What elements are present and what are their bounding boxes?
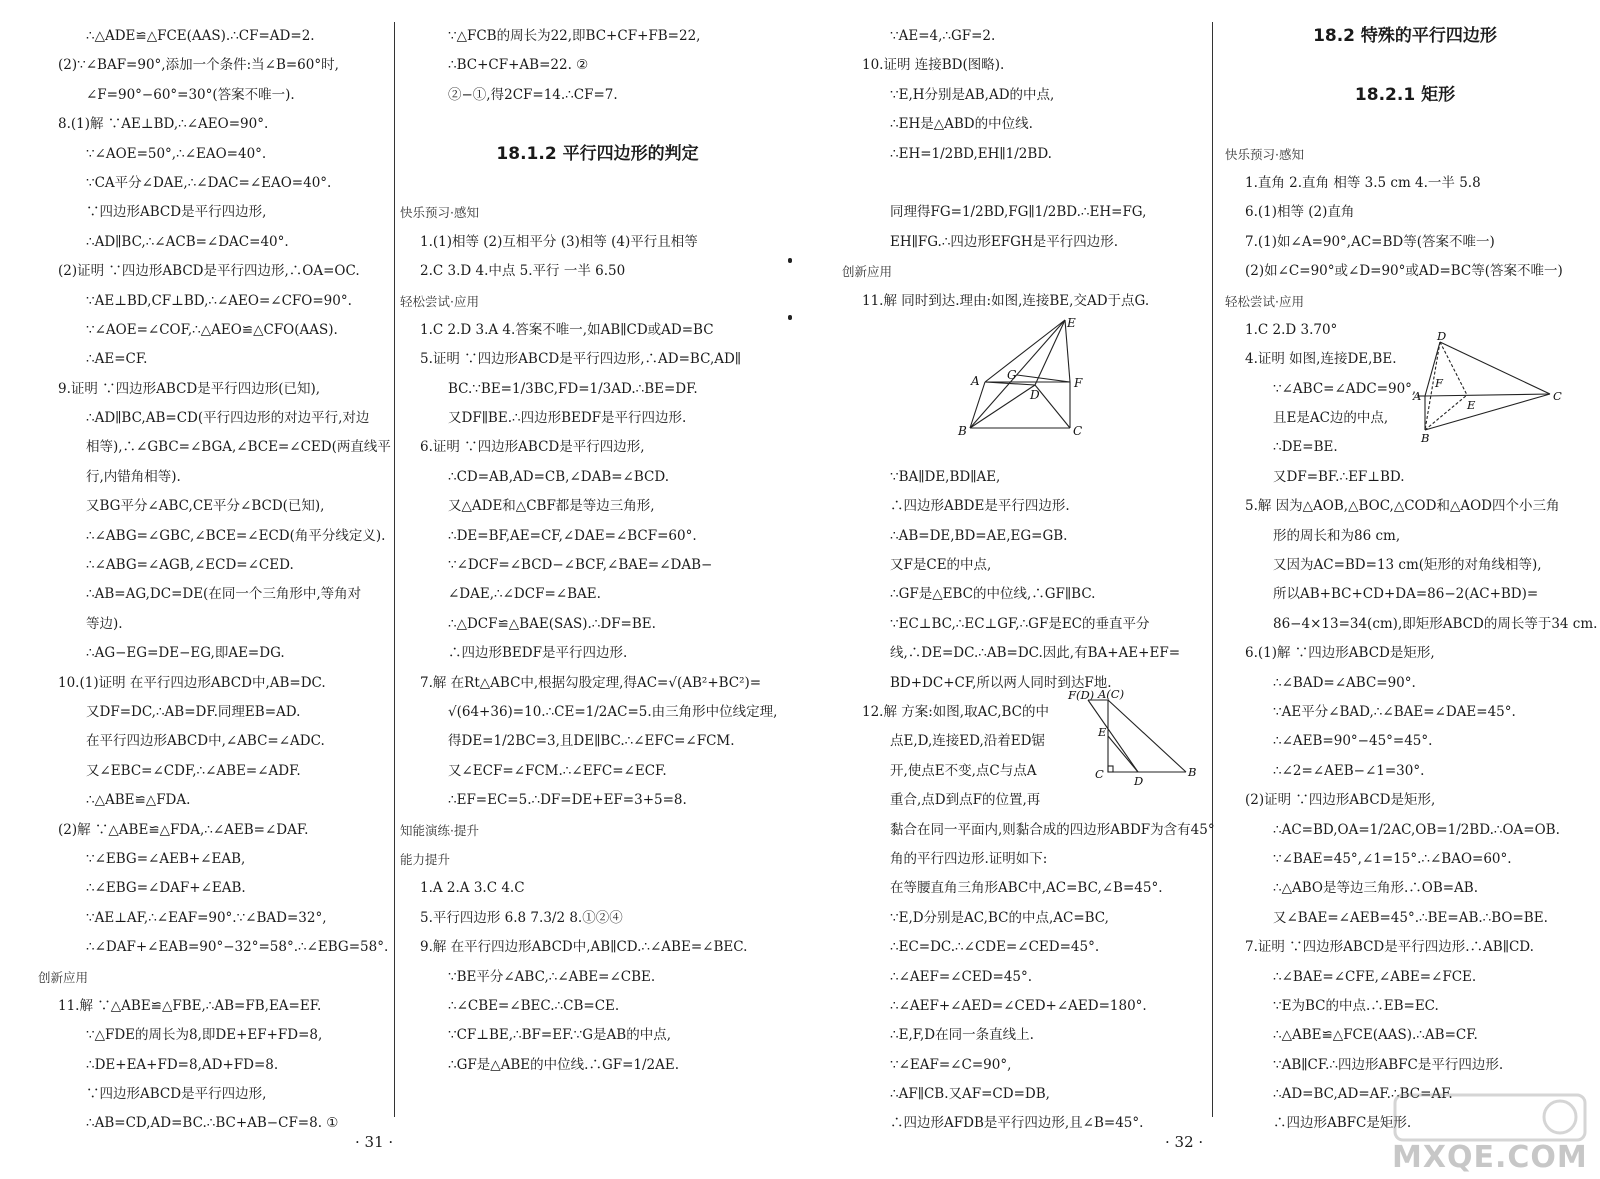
col4-line: ∵AE平分∠BAD,∴∠BAE=∠DAE=45°.	[1273, 703, 1516, 720]
fig2-label-c: C	[1095, 767, 1104, 781]
col2-line: 2.C 3.D 4.中点 5.平行 一半 6.50	[420, 263, 626, 280]
col4-line: 6.(1)解 ∵四边形ABCD是矩形,	[1245, 645, 1435, 662]
col4-line: ∴△ABO是等边三角形.∴OB=AB.	[1273, 880, 1479, 897]
col2-line: ∵∠DCF=∠BCD−∠BCF,∠BAE=∠DAB−	[448, 557, 713, 574]
col2-line: 轻松尝试·应用	[400, 293, 479, 309]
col1-line: ∴△ADE≌△FCE(AAS).∴CF=AD=2.	[86, 28, 315, 44]
column-divider-left	[394, 22, 395, 1117]
col2-line: BC.∵BE=1/3BC,FD=1/3AD.∴BE=DF.	[448, 380, 698, 397]
col3-line: ∴∠AEF+∠AED=∠CED+∠AED=180°.	[890, 997, 1147, 1014]
col3-line: ∵E,H分别是AB,AD的中点,	[890, 86, 1055, 103]
col4-line: ∴四边形ABFC是矩形.	[1273, 1115, 1412, 1132]
col1-line: 9.证明 ∵四边形ABCD是平行四边形(已知),	[58, 380, 321, 397]
col4-line: 18.2 特殊的平行四边形	[1313, 26, 1497, 46]
column-4	[1225, 22, 1598, 1139]
col4-line: 6.(1)相等 (2)直角	[1245, 204, 1355, 221]
col2-line: ∴四边形BEDF是平行四边形.	[448, 645, 628, 662]
col4-line: 又DF=BF.∴EF⊥BD.	[1273, 468, 1405, 485]
col1-line: ∵AE⊥AF,∴∠EAF=90°.∵∠BAD=32°,	[86, 909, 327, 926]
col4-line	[1225, 110, 1585, 139]
col3-line: ∴GF是△EBC的中位线,∴GF∥BC.	[890, 586, 1096, 603]
col4-line: 18.2.1 矩形	[1354, 84, 1456, 105]
col1-line: 又DF=DC,∴AB=DF.同理EB=AD.	[86, 703, 301, 720]
fig2-label-e: E	[1098, 725, 1107, 739]
col2-line: 6.证明 ∵四边形ABCD是平行四边形,	[420, 439, 645, 456]
fig1-label-b: B	[958, 424, 967, 438]
col1-line: (2)解 ∵△ABE≌△FDA,∴∠AEB=∠DAF.	[58, 821, 309, 838]
col1-line: ∴AB=AG,DC=DE(在同一个三角形中,等角对	[86, 586, 362, 603]
column-1	[38, 22, 391, 1139]
col3-line: 开,使点E不变,点C与点A	[890, 762, 1037, 779]
col1-line: (2)∵∠BAF=90°,添加一个条件:当∠B=60°时,	[58, 57, 339, 74]
col4-line: (2)如∠C=90°或∠D=90°或AD=BC等(答案不唯一)	[1245, 263, 1563, 280]
col2-line: 1.C 2.D 3.A 4.答案不唯一,如AB∥CD或AD=BC	[420, 321, 714, 338]
col2-line: ∴△DCF≌△BAE(SAS).∴DF=BE.	[448, 615, 656, 632]
col1-line: 等边).	[86, 615, 123, 632]
col1-line: 相等),∴∠GBC=∠BGA,∠BCE=∠CED(两直线平	[86, 439, 391, 456]
col4-line: 所以AB+BC+CD+DA=86−2(AC+BD)=	[1273, 586, 1539, 603]
figure-cut-triangle	[1068, 687, 1203, 790]
col1-line: 又∠EBC=∠CDF,∴∠ABE=∠ADF.	[86, 762, 301, 779]
col4-line: 86−4×13=34(cm),即矩形ABCD的周长等于34 cm.	[1273, 615, 1598, 632]
col4-line: 7.证明 ∵四边形ABCD是平行四边形.∴AB∥CD.	[1245, 939, 1534, 956]
fig3-label-e: E	[1467, 398, 1476, 412]
column-3	[842, 22, 1215, 1139]
col1-line: ∴DE+EA+FD=8,AD+FD=8.	[86, 1056, 279, 1073]
col4-line: 又因为AC=BD=13 cm(矩形的对角线相等),	[1273, 557, 1542, 574]
col4-line: ∴∠AEB=90°−45°=45°.	[1273, 733, 1433, 750]
col4-line: ∴∠2=∠AEB−∠1=30°.	[1273, 762, 1425, 779]
col1-line: ∴AB=CD,AD=BC.∴BC+AB−CF=8. ①	[86, 1115, 339, 1132]
col4-line: ∴AC=BD,OA=1/2AC,OB=1/2BD.∴OA=OB.	[1273, 821, 1560, 838]
col3-line: 角的平行四边形.证明如下:	[890, 850, 1048, 867]
col3-line: ∴四边形ABDE是平行四边形.	[890, 498, 1070, 515]
col2-line	[400, 169, 795, 198]
page-number-right: · 32 ·	[1165, 1133, 1204, 1151]
col1-line: ∵CA平分∠DAE,∴∠DAC=∠EAO=40°.	[86, 174, 332, 191]
col2-line: ∴BC+CF+AB=22. ②	[448, 57, 589, 74]
col3-line: 在等腰直角三角形ABC中,AC=BC,∠B=45°.	[890, 880, 1163, 897]
col1-line: ∵四边形ABCD是平行四边形,	[86, 1086, 267, 1103]
col1-line: ∵∠EBG=∠AEB+∠EAB,	[86, 850, 246, 867]
col1-line: ∵∠AOE=50°,∴∠EAO=40°.	[86, 145, 267, 162]
col3-line: 黏合在同一平面内,则黏合成的四边形ABDF为含有45°	[890, 821, 1215, 838]
col4-line: 且E是AC边的中点,	[1273, 410, 1389, 427]
fig2-label-ac: A(C)	[1098, 687, 1125, 701]
col4-line: ∴∠BAD=∠ABC=90°.	[1273, 674, 1416, 691]
col2-line	[400, 110, 795, 139]
col4-line: ∵E为BC的中点.∴EB=EC.	[1273, 997, 1439, 1014]
col3-line: ∴E,F,D在同一条直线上.	[890, 1027, 1034, 1044]
fig3-label-c: C	[1553, 389, 1562, 403]
col4-line: ∵∠ABC=∠ADC=90°,	[1273, 380, 1417, 397]
col3-line: ∵E,D分别是AC,BC的中点,AC=BC,	[890, 909, 1109, 926]
col2-line: ∵BE平分∠ABC,∴∠ABE=∠CBE.	[448, 968, 656, 985]
col2-line: 7.解 在Rt△ABC中,根据勾股定理,得AC=√(AB²+BC²)=	[420, 674, 762, 691]
col2-line: ∴EF=EC=5.∴DF=DE+EF=3+5=8.	[448, 792, 687, 809]
col4-line: ∴∠BAE=∠CFE,∠ABE=∠FCE.	[1273, 968, 1477, 985]
col2-line: ②−①,得2CF=14.∴CF=7.	[448, 86, 618, 103]
figure-parallelogram-bridge	[955, 315, 1095, 440]
fig3-label-f: F	[1435, 376, 1443, 390]
col1-line: ∴∠ABG=∠AGB,∠ECD=∠CED.	[86, 557, 294, 574]
col1-line: (2)证明 ∵四边形ABCD是平行四边形,∴OA=OC.	[58, 263, 360, 280]
col4-line: 5.解 因为△AOB,△BOC,△COD和△AOD四个小三角	[1245, 498, 1560, 515]
col3-line: EH∥FG.∴四边形EFGH是平行四边形.	[890, 233, 1118, 250]
col3-line	[842, 169, 1197, 198]
col4-line: 1.C 2.D 3.70°	[1245, 321, 1338, 338]
col4-line: 快乐预习·感知	[1225, 146, 1304, 162]
col4-line: ∴DE=BE.	[1273, 439, 1338, 456]
col1-line: ∴AE=CF.	[86, 351, 148, 368]
col2-line: 1.(1)相等 (2)互相平分 (3)相等 (4)平行且相等	[420, 233, 698, 250]
col2-line: 18.1.2 平行四边形的判定	[496, 143, 699, 164]
fig3-label-d: D	[1437, 329, 1447, 343]
col1-line: 行,内错角相等).	[86, 468, 181, 485]
col1-line: ∴AD∥BC,AB=CD(平行四边形的对边平行,对边	[86, 410, 370, 427]
col3-line: ∴∠AEF=∠CED=45°.	[890, 968, 1033, 985]
col2-line: 又△ADE和△CBF都是等边三角形,	[448, 498, 655, 515]
col3-line: ∵AE=4,∴GF=2.	[890, 28, 996, 44]
col2-line: ∴∠CBE=∠BEC.∴CB=CE.	[448, 997, 620, 1014]
col2-line: 5.平行四边形 6.8 7.3/2 8.①②④	[420, 909, 623, 926]
fig2-label-b: B	[1188, 765, 1197, 779]
fig1-label-f: F	[1074, 376, 1083, 390]
col3-line: ∵BA∥DE,BD∥AE,	[890, 468, 1001, 485]
col4-line: 7.(1)如∠A=90°,AC=BD等(答案不唯一)	[1245, 233, 1495, 250]
col3-line: ∵∠EAF=∠C=90°,	[890, 1056, 1012, 1073]
col3-line: ∴AF∥CB.又AF=CD=DB,	[890, 1086, 1050, 1103]
col2-line: ∴CD=AB,AD=CB,∠DAB=∠BCD.	[448, 468, 670, 485]
col3-line: 点E,D,连接ED,沿着ED锯	[890, 733, 1045, 750]
col3-line: 又F是CE的中点,	[890, 557, 992, 574]
col2-line: ∴GF是△ABE的中位线.∴GF=1/2AE.	[448, 1056, 680, 1073]
col3-line: 线,∴DE=DC.∴AB=DC.因此,有BA+AE+EF=	[890, 645, 1180, 662]
col4-line: 1.直角 2.直角 相等 3.5 cm 4.一半 5.8	[1245, 174, 1481, 191]
fig1-label-e: E	[1067, 316, 1076, 330]
fig3-label-b: B	[1421, 431, 1430, 445]
col1-line: ∴∠DAF+∠EAB=90°−32°=58°.∴∠EBG=58°.	[86, 939, 389, 956]
col4-line: ∴△ABE≌△FCE(AAS).∴AB=CF.	[1273, 1027, 1478, 1044]
column-divider-right	[1212, 22, 1213, 1117]
col1-line: ∵∠AOE=∠COF,∴△AEO≌△CFO(AAS).	[86, 321, 338, 338]
col4-line: ∵∠BAE=45°,∠1=15°.∴∠BAO=60°.	[1273, 850, 1512, 867]
col1-line: 10.(1)证明 在平行四边形ABCD中,AB=DC.	[58, 674, 326, 691]
col1-line: 又BG平分∠ABC,CE平分∠BCD(已知),	[86, 498, 325, 515]
col3-line: 12.解 方案:如图,取AC,BC的中	[862, 703, 1049, 720]
col3-line: ∴EH=1/2BD,EH∥1/2BD.	[890, 145, 1052, 162]
col2-line: √(64+36)=10.∴CE=1/2AC=5.由三角形中位线定理,	[448, 703, 778, 720]
col2-line: ∴DE=BF,AE=CF,∠DAE=∠BCF=60°.	[448, 527, 697, 544]
col4-line: ∵AB∥CF.∴四边形ABFC是平行四边形.	[1273, 1056, 1504, 1073]
col2-line: 能力提升	[400, 851, 451, 867]
fig3-label-a: A	[1413, 389, 1422, 403]
col2-line: ∵△FCB的周长为22,即BC+CF+FB=22,	[448, 28, 701, 44]
col3-line: 10.证明 连接BD(图略).	[862, 57, 1005, 74]
col2-line: 又DF∥BE.∴四边形BEDF是平行四边形.	[448, 410, 687, 427]
fig1-label-a: A	[971, 374, 980, 388]
col3-line: 创新应用	[842, 264, 893, 280]
col2-line: 知能演练·提升	[400, 822, 479, 838]
col1-line: 创新应用	[38, 969, 89, 985]
col3-line: 重合,点D到点F的位置,再	[890, 792, 1041, 809]
fig2-label-d: D	[1134, 774, 1144, 788]
col4-line: 形的周长和为86 cm,	[1273, 527, 1401, 544]
col4-line	[1225, 51, 1585, 80]
fig1-label-c: C	[1073, 424, 1083, 438]
page-number-left: · 31 ·	[355, 1133, 394, 1151]
col2-line: ∵CF⊥BE,∴BF=EF.∵G是AB的中点,	[448, 1027, 671, 1044]
figure-quadrilateral-rectangle	[1413, 329, 1575, 445]
col3-line: BD+DC+CF,所以两人同时到达F地.	[890, 674, 1112, 691]
col1-line: 在平行四边形ABCD中,∠ABC=∠ADC.	[86, 733, 325, 750]
watermark-text: MXQE.COM	[1392, 1140, 1588, 1175]
col1-line: ∵△FDE的周长为8,即DE+EF+FD=8,	[86, 1027, 323, 1044]
col2-line: 1.A 2.A 3.C 4.C	[420, 880, 525, 897]
col1-line: 11.解 ∵△ABE≌△FBE,∴AB=FB,EA=EF.	[58, 997, 322, 1014]
col3-line: 11.解 同时到达.理由:如图,连接BE,交AD于点G.	[862, 292, 1150, 309]
col2-line: 又∠ECF=∠FCM.∴∠EFC=∠ECF.	[448, 762, 667, 779]
col2-line: 5.证明 ∵四边形ABCD是平行四边形,∴AD=BC,AD∥	[420, 351, 742, 368]
col1-line: ∵AE⊥BD,CF⊥BD,∴∠AEO=∠CFO=90°.	[86, 292, 352, 309]
col3-line: ∴四边形AFDB是平行四边形,且∠B=45°.	[890, 1115, 1144, 1132]
col3-line: 同理得FG=1/2BD,FG∥1/2BD.∴EH=FG,	[890, 204, 1147, 221]
col1-line: 8.(1)解 ∵AE⊥BD,∴∠AEO=90°.	[58, 116, 269, 133]
col4-line: (2)证明 ∵四边形ABCD是矩形,	[1245, 792, 1436, 809]
col3-line: ∵EC⊥BC,∴EC⊥GF,∴GF是EC的垂直平分	[890, 615, 1150, 632]
col2-line: 9.解 在平行四边形ABCD中,AB∥CD.∴∠ABE=∠BEC.	[420, 939, 748, 956]
col1-line: ∴AG−EG=DE−EG,即AE=DG.	[86, 645, 285, 662]
col2-line: 快乐预习·感知	[400, 205, 479, 221]
margin-mark	[788, 315, 792, 320]
column-2	[400, 22, 795, 1080]
col3-line: ∴AB=DE,BD=AE,EG=GB.	[890, 527, 1068, 544]
col3-line: ∴EC=DC.∴∠CDE=∠CED=45°.	[890, 939, 1100, 956]
col2-line: 得DE=1/2BC=3,且DE∥BC.∴∠EFC=∠FCM.	[448, 733, 735, 750]
col1-line: ∵四边形ABCD是平行四边形,	[86, 204, 267, 221]
col4-line: 轻松尝试·应用	[1225, 293, 1304, 309]
margin-mark	[788, 258, 792, 263]
col1-line: ∴AD∥BC,∴∠ACB=∠DAC=40°.	[86, 233, 289, 250]
fig1-label-g: G	[1007, 368, 1017, 382]
fig1-label-d: D	[1030, 388, 1040, 402]
col2-line: ∠DAE,∴∠DCF=∠BAE.	[448, 586, 601, 603]
fig2-label-fd: F(D)	[1068, 688, 1095, 702]
col1-line: ∴∠EBG=∠DAF+∠EAB.	[86, 880, 246, 897]
col4-line: ∴AD=BC,AD=AF.∴BC=AF.	[1273, 1086, 1453, 1103]
col4-line: 又∠BAE=∠AEB=45°.∴BE=AB.∴BO=BE.	[1273, 909, 1548, 926]
col1-line: ∴△ABE≌△FDA.	[86, 792, 191, 809]
col4-line: 4.证明 如图,连接DE,BE.	[1245, 351, 1397, 368]
col1-line: ∠F=90°−60°=30°(答案不唯一).	[86, 86, 295, 103]
col1-line: ∴∠ABG=∠GBC,∠BCE=∠ECD(角平分线定义).	[86, 527, 386, 544]
col3-line: ∴EH是△ABD的中位线.	[890, 116, 1033, 133]
